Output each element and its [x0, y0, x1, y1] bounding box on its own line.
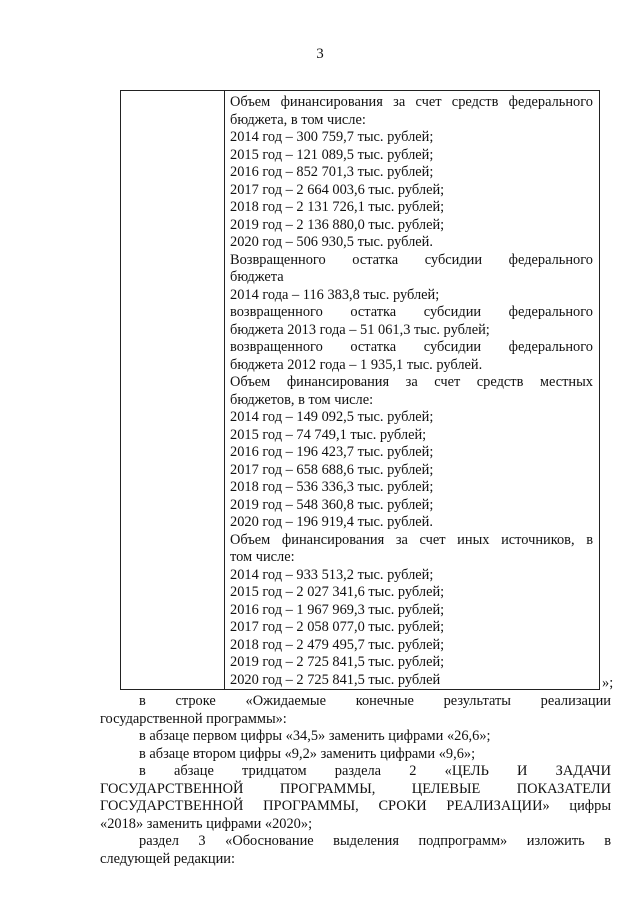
table-line: бюджета 2013 года – 51 061,3 тыс. рублей; [230, 321, 490, 338]
table-line: 2019 год – 548 360,8 тыс. рублей; [230, 496, 434, 513]
table-line: 2014 года – 116 383,8 тыс. рублей; [230, 286, 440, 303]
table-line: возвращенного остатка субсидии федерального [230, 339, 593, 355]
table-line: 2015 год – 2 027 341,6 тыс. рублей; [230, 584, 445, 600]
table-right-cell [230, 94, 593, 689]
table-line: 2020 год – 2 725 841,5 тыс. рублей [230, 671, 441, 688]
table-line: бюджета [230, 269, 284, 285]
table-line: бюджета, в том числе: [230, 111, 366, 128]
table-line: 2015 год – 74 749,1 тыс. рублей; [230, 426, 427, 443]
table-line: 2016 год – 196 423,7 тыс. рублей; [230, 444, 434, 460]
table-line: том числе: [230, 549, 295, 565]
paragraph-line: в абзаце тридцатом раздела 2 «ЦЕЛЬ И ЗАДАЧИ [139, 763, 611, 779]
paragraph-line: ГОСУДАРСТВЕННОЙ ПРОГРАММЫ, ЦЕЛЕВЫЕ ПОКАЗАТЕЛИ [100, 780, 611, 797]
table-line: 2018 год – 2 131 726,1 тыс. рублей; [230, 199, 445, 215]
table-line: 2016 год – 852 701,3 тыс. рублей; [230, 164, 434, 180]
table-line: 2014 год – 300 759,7 тыс. рублей; [230, 129, 434, 145]
table-line: 2015 год – 121 089,5 тыс. рублей; [230, 146, 434, 163]
table-line: возвращенного остатка субсидии федерального [230, 304, 593, 320]
table-line: 2016 год – 1 967 969,3 тыс. рублей; [230, 601, 445, 618]
table-line: бюджета 2012 года – 1 935,1 тыс. рублей. [230, 356, 483, 373]
paragraph-line: раздел 3 «Обоснование выделения подпрограмм» изложить в [139, 833, 611, 849]
table-line: Объем финансирования за счет средств местных [230, 374, 593, 390]
table-line: 2019 год – 2 136 880,0 тыс. рублей; [230, 216, 445, 233]
paragraph-line: в строке «Ожидаемые конечные результаты реализации [139, 693, 611, 709]
table-line: Объем финансирования за счет средств федерального [230, 94, 593, 110]
table-line: 2017 год – 2 664 003,6 тыс. рублей; [230, 181, 445, 198]
paragraph-line: государственной программы»: [100, 710, 287, 727]
table-closing-quote: »; [602, 675, 614, 691]
table-line: бюджетов, в том числе: [230, 391, 374, 408]
table-line: 2018 год – 2 479 495,7 тыс. рублей; [230, 636, 445, 653]
table-line: 2014 год – 933 513,2 тыс. рублей; [230, 566, 434, 583]
paragraph-line: «2018» заменить цифрами «2020»; [100, 815, 313, 832]
table-column-divider [224, 91, 225, 689]
table-line: Возвращенного остатка субсидии федерального [230, 251, 593, 268]
table-line: 2017 год – 658 688,6 тыс. рублей; [230, 461, 434, 478]
paragraph-line: следующей редакции: [100, 850, 235, 867]
table-line: 2020 год – 196 919,4 тыс. рублей. [230, 514, 433, 530]
table-line: 2020 год – 506 930,5 тыс. рублей. [230, 234, 433, 250]
table-line: 2017 год – 2 058 077,0 тыс. рублей; [230, 619, 445, 635]
table-line: 2014 год – 149 092,5 тыс. рублей; [230, 409, 434, 425]
paragraph-line: в абзаце втором цифры «9,2» заменить цифрами «9,6»; [139, 745, 476, 762]
financing-table [120, 90, 600, 690]
paragraph-line: в абзаце первом цифры «34,5» заменить цифрами «26,6»; [139, 728, 491, 744]
page-number: 3 [316, 46, 324, 62]
table-line: 2018 год – 536 336,3 тыс. рублей; [230, 479, 434, 495]
table-line: 2019 год – 2 725 841,5 тыс. рублей; [230, 654, 445, 670]
table-line: Объем финансирования за счет иных источников, в [230, 531, 593, 548]
amendment-text [100, 693, 611, 868]
paragraph-line: ГОСУДАРСТВЕННОЙ ПРОГРАММЫ, СРОКИ РЕАЛИЗАЦИИ» цифры [100, 798, 611, 814]
